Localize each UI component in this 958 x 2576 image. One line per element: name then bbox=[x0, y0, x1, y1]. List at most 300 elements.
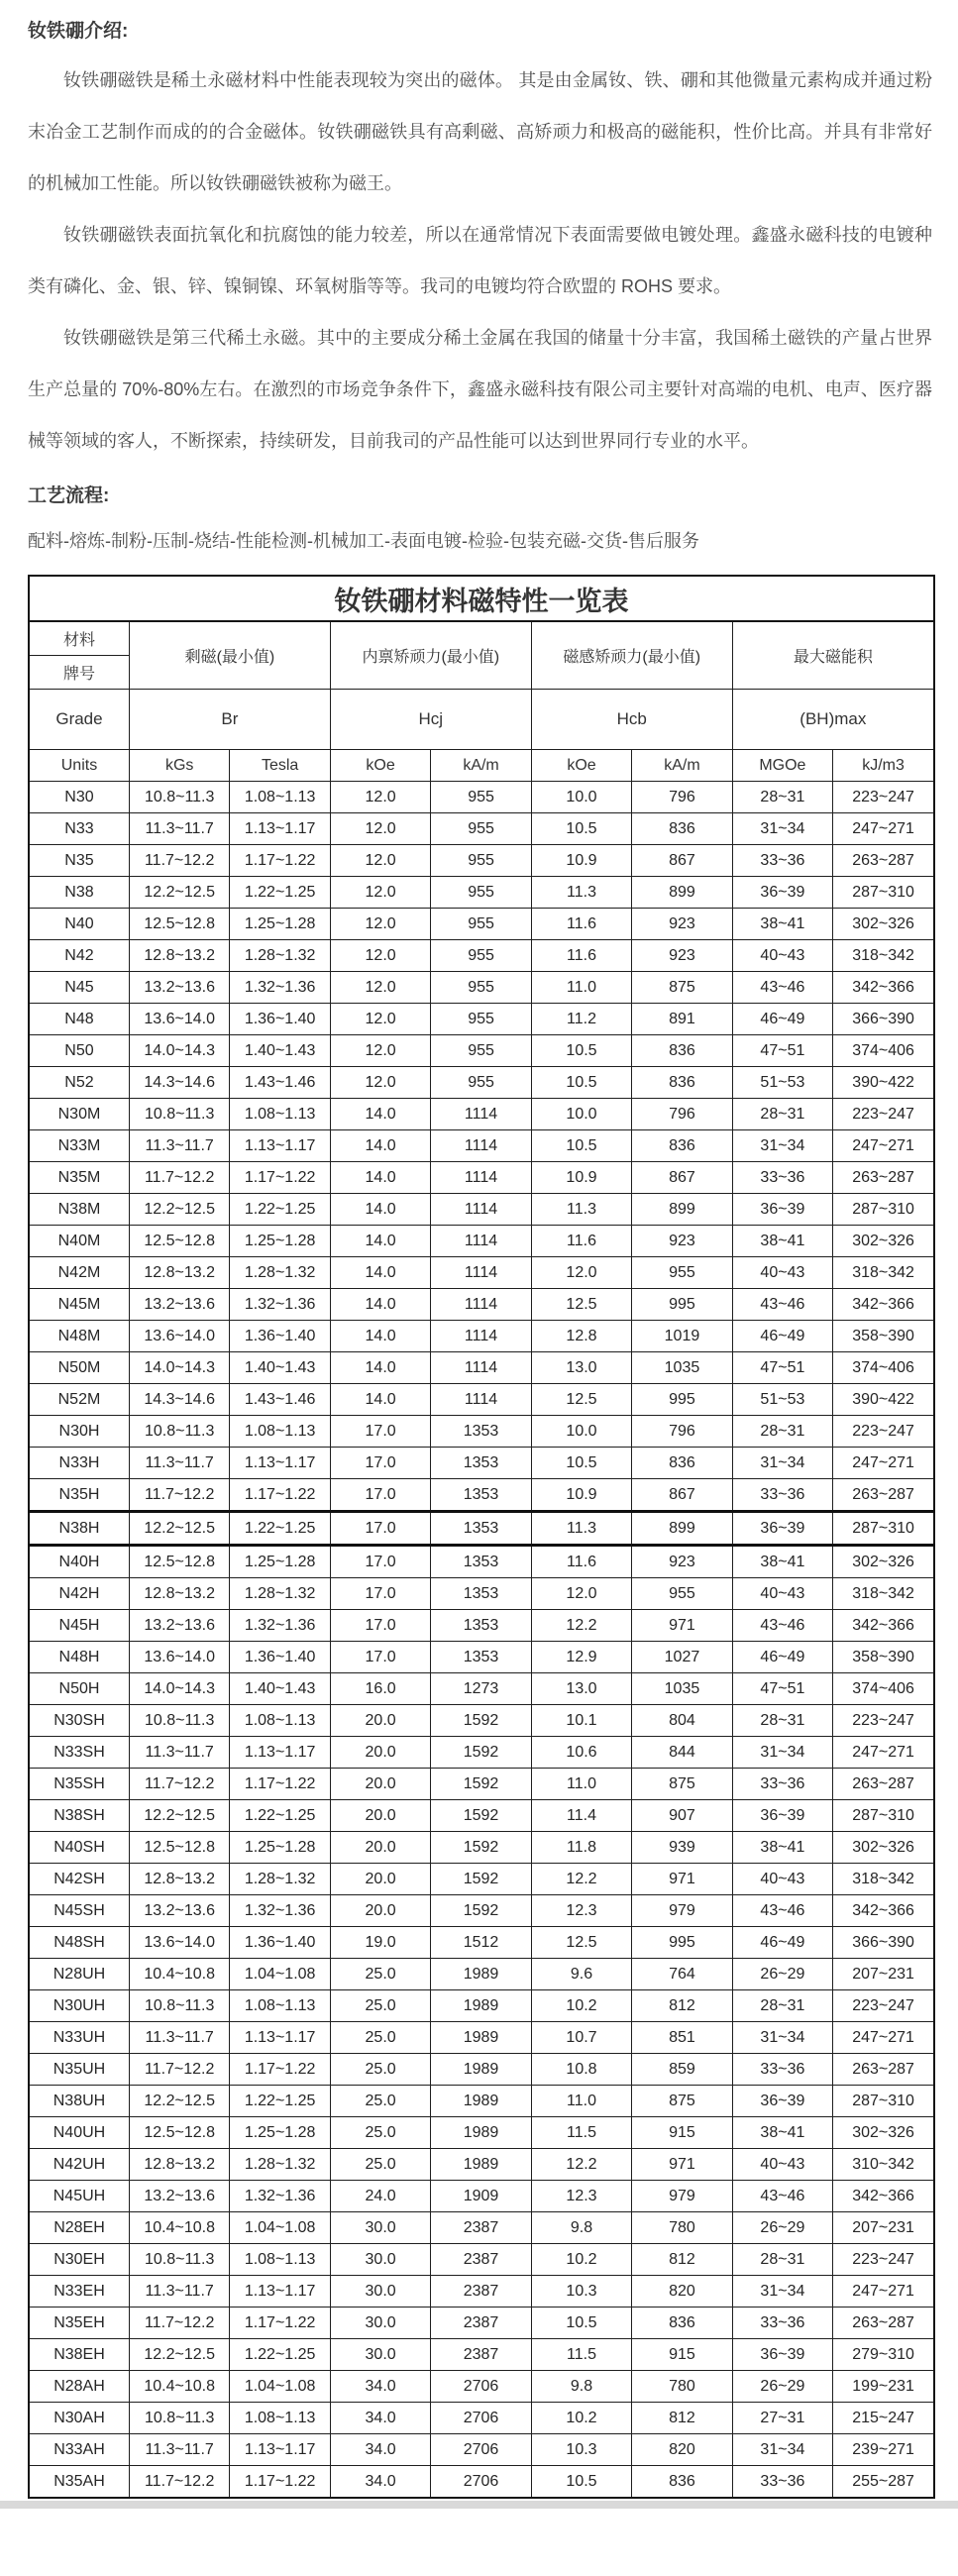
table-cell: 11.3 bbox=[531, 1194, 631, 1226]
table-cell: 955 bbox=[431, 845, 531, 877]
grade-cell: N52M bbox=[29, 1384, 129, 1416]
table-cell: 1989 bbox=[431, 1959, 531, 1990]
table-cell: 2706 bbox=[431, 2403, 531, 2434]
table-cell: 12.8 bbox=[531, 1321, 631, 1352]
table-cell: 17.0 bbox=[330, 1546, 430, 1578]
table-cell: 836 bbox=[632, 1448, 732, 1479]
table-cell: 17.0 bbox=[330, 1448, 430, 1479]
header-grade-label-cn: 牌号 bbox=[29, 656, 129, 690]
table-cell: 955 bbox=[431, 1004, 531, 1035]
table-title: 钕铁硼材料磁特性一览表 bbox=[29, 576, 934, 621]
unit-cell: kOe bbox=[531, 750, 631, 782]
table-cell: 11.7~12.2 bbox=[129, 2308, 229, 2339]
table-cell: 1989 bbox=[431, 2054, 531, 2086]
table-cell: 12.5~12.8 bbox=[129, 1832, 229, 1864]
table-cell: 31~34 bbox=[732, 1737, 832, 1769]
table-cell: 9.8 bbox=[531, 2371, 631, 2403]
grade-cell: N35AH bbox=[29, 2466, 129, 2499]
grade-cell: N33EH bbox=[29, 2276, 129, 2308]
table-cell: 25.0 bbox=[330, 1990, 430, 2022]
table-cell: 1.13~1.17 bbox=[230, 2434, 330, 2466]
table-cell: 14.0~14.3 bbox=[129, 1352, 229, 1384]
table-cell: 302~326 bbox=[833, 909, 934, 940]
grade-cell: N30SH bbox=[29, 1705, 129, 1737]
table-cell: 780 bbox=[632, 2212, 732, 2244]
table-cell: 1.08~1.13 bbox=[230, 1990, 330, 2022]
table-cell: 836 bbox=[632, 1035, 732, 1067]
table-cell: 1.32~1.36 bbox=[230, 2181, 330, 2212]
table-cell: 223~247 bbox=[833, 2244, 934, 2276]
table-cell: 1.08~1.13 bbox=[230, 1099, 330, 1130]
grade-cell: N30UH bbox=[29, 1990, 129, 2022]
table-cell: 10.9 bbox=[531, 845, 631, 877]
table-cell: 851 bbox=[632, 2022, 732, 2054]
table-cell: 10.0 bbox=[531, 782, 631, 813]
grade-cell: N35 bbox=[29, 845, 129, 877]
table-cell: 43~46 bbox=[732, 972, 832, 1004]
table-cell: 30.0 bbox=[330, 2276, 430, 2308]
table-cell: 1.17~1.22 bbox=[230, 845, 330, 877]
table-cell: 358~390 bbox=[833, 1321, 934, 1352]
table-row bbox=[29, 2022, 934, 2054]
table-cell: 17.0 bbox=[330, 1578, 430, 1610]
table-cell: 33~36 bbox=[732, 2054, 832, 2086]
table-cell: 12.8~13.2 bbox=[129, 1578, 229, 1610]
table-cell: 28~31 bbox=[732, 2244, 832, 2276]
table-cell: 374~406 bbox=[833, 1352, 934, 1384]
table-cell: 1.32~1.36 bbox=[230, 1289, 330, 1321]
grade-cell: N48H bbox=[29, 1642, 129, 1673]
table-cell: 207~231 bbox=[833, 1959, 934, 1990]
table-cell: 19.0 bbox=[330, 1927, 430, 1959]
grade-cell: N38H bbox=[29, 1512, 129, 1546]
table-cell: 12.5~12.8 bbox=[129, 2117, 229, 2149]
table-cell: 979 bbox=[632, 1895, 732, 1927]
table-cell: 2387 bbox=[431, 2212, 531, 2244]
table-cell: 12.2~12.5 bbox=[129, 2339, 229, 2371]
table-row bbox=[29, 1705, 934, 1737]
table-cell: 1114 bbox=[431, 1289, 531, 1321]
table-cell: 20.0 bbox=[330, 1864, 430, 1895]
table-cell: 318~342 bbox=[833, 940, 934, 972]
table-cell: 1592 bbox=[431, 1769, 531, 1800]
table-cell: 1909 bbox=[431, 2181, 531, 2212]
table-cell: 31~34 bbox=[732, 813, 832, 845]
table-cell: 12.0 bbox=[330, 845, 430, 877]
grade-cell: N40H bbox=[29, 1546, 129, 1578]
table-cell: 10.8~11.3 bbox=[129, 2244, 229, 2276]
table-cell: 1114 bbox=[431, 1162, 531, 1194]
table-cell: 1.04~1.08 bbox=[230, 2371, 330, 2403]
table-cell: 11.3~11.7 bbox=[129, 1737, 229, 1769]
table-row bbox=[29, 2149, 934, 2181]
table-cell: 26~29 bbox=[732, 2371, 832, 2403]
table-row bbox=[29, 2339, 934, 2371]
table-cell: 247~271 bbox=[833, 1448, 934, 1479]
table-cell: 2387 bbox=[431, 2339, 531, 2371]
table-cell: 1353 bbox=[431, 1448, 531, 1479]
table-cell: 796 bbox=[632, 1416, 732, 1448]
table-cell: 875 bbox=[632, 972, 732, 1004]
table-cell: 10.9 bbox=[531, 1162, 631, 1194]
table-cell: 1.17~1.22 bbox=[230, 1479, 330, 1512]
table-cell: 955 bbox=[431, 877, 531, 909]
table-row bbox=[29, 1321, 934, 1352]
grade-cell: N38SH bbox=[29, 1800, 129, 1832]
table-cell: 10.8~11.3 bbox=[129, 1990, 229, 2022]
table-cell: 2706 bbox=[431, 2434, 531, 2466]
table-row bbox=[29, 782, 934, 813]
table-row bbox=[29, 2212, 934, 2244]
table-row bbox=[29, 1895, 934, 1927]
table-cell: 25.0 bbox=[330, 2086, 430, 2117]
table-cell: 1.13~1.17 bbox=[230, 2276, 330, 2308]
table-cell: 2387 bbox=[431, 2308, 531, 2339]
table-cell: 955 bbox=[431, 782, 531, 813]
grade-cell: N33SH bbox=[29, 1737, 129, 1769]
table-cell: 1989 bbox=[431, 2086, 531, 2117]
table-row bbox=[29, 877, 934, 909]
table-cell: 1989 bbox=[431, 1990, 531, 2022]
table-row bbox=[29, 1769, 934, 1800]
table-row bbox=[29, 1927, 934, 1959]
process-heading: 工艺流程: bbox=[28, 485, 110, 506]
table-cell: 1592 bbox=[431, 1864, 531, 1895]
table-cell: 51~53 bbox=[732, 1384, 832, 1416]
table-cell: 374~406 bbox=[833, 1035, 934, 1067]
intro-paragraph-2: 钕铁硼磁铁表面抗氧化和抗腐蚀的能力较差，所以在通常情况下表面需要做电镀处理。鑫盛永磁科技的电镀种类有磷化、金、银、锌、镍铜镍、环氧树脂等等。我司的电镀均符合欧盟的 ROHS 要求。 bbox=[28, 225, 932, 296]
grade-cell: N28AH bbox=[29, 2371, 129, 2403]
table-cell: 199~231 bbox=[833, 2371, 934, 2403]
table-row bbox=[29, 1737, 934, 1769]
table-cell: 875 bbox=[632, 2086, 732, 2117]
table-cell: 10.4~10.8 bbox=[129, 2212, 229, 2244]
table-cell: 1353 bbox=[431, 1512, 531, 1546]
table-cell: 1.32~1.36 bbox=[230, 972, 330, 1004]
table-cell: 374~406 bbox=[833, 1673, 934, 1705]
table-cell: 12.5~12.8 bbox=[129, 909, 229, 940]
table-cell: 34.0 bbox=[330, 2403, 430, 2434]
grade-cell: N35H bbox=[29, 1479, 129, 1512]
grade-cell: N38UH bbox=[29, 2086, 129, 2117]
table-cell: 1353 bbox=[431, 1610, 531, 1642]
table-cell: 279~310 bbox=[833, 2339, 934, 2371]
table-cell: 1.22~1.25 bbox=[230, 1800, 330, 1832]
table-cell: 33~36 bbox=[732, 2466, 832, 2499]
unit-cell: kA/m bbox=[431, 750, 531, 782]
table-cell: 14.0 bbox=[330, 1162, 430, 1194]
table-cell: 26~29 bbox=[732, 2212, 832, 2244]
unit-cell: kOe bbox=[330, 750, 430, 782]
table-cell: 287~310 bbox=[833, 1194, 934, 1226]
table-cell: 10.8~11.3 bbox=[129, 1099, 229, 1130]
table-cell: 1.36~1.40 bbox=[230, 1004, 330, 1035]
table-cell: 10.0 bbox=[531, 1416, 631, 1448]
table-cell: 17.0 bbox=[330, 1610, 430, 1642]
table-cell: 36~39 bbox=[732, 2339, 832, 2371]
grade-cell: N40UH bbox=[29, 2117, 129, 2149]
table-cell: 287~310 bbox=[833, 1512, 934, 1546]
table-cell: 10.8~11.3 bbox=[129, 2403, 229, 2434]
table-cell: 31~34 bbox=[732, 1130, 832, 1162]
table-cell: 10.3 bbox=[531, 2276, 631, 2308]
table-cell: 14.0 bbox=[330, 1194, 430, 1226]
table-cell: 10.1 bbox=[531, 1705, 631, 1737]
table-cell: 11.3~11.7 bbox=[129, 1448, 229, 1479]
table-cell: 899 bbox=[632, 1194, 732, 1226]
table-cell: 302~326 bbox=[833, 1226, 934, 1257]
table-cell: 836 bbox=[632, 2466, 732, 2499]
table-cell: 836 bbox=[632, 1130, 732, 1162]
table-cell: 11.0 bbox=[531, 972, 631, 1004]
table-cell: 995 bbox=[632, 1289, 732, 1321]
table-row bbox=[29, 2244, 934, 2276]
table-cell: 1019 bbox=[632, 1321, 732, 1352]
table-cell: 12.2 bbox=[531, 2149, 631, 2181]
table-cell: 43~46 bbox=[732, 1895, 832, 1927]
table-cell: 955 bbox=[431, 1067, 531, 1099]
table-cell: 1.25~1.28 bbox=[230, 1546, 330, 1578]
table-row bbox=[29, 1990, 934, 2022]
table-cell: 10.5 bbox=[531, 1448, 631, 1479]
table-cell: 1.25~1.28 bbox=[230, 2117, 330, 2149]
header-symbol-hcj: Hcj bbox=[330, 690, 531, 750]
table-cell: 11.3~11.7 bbox=[129, 2276, 229, 2308]
table-cell: 875 bbox=[632, 1769, 732, 1800]
table-cell: 12.2 bbox=[531, 1610, 631, 1642]
table-cell: 10.4~10.8 bbox=[129, 1959, 229, 1990]
table-cell: 25.0 bbox=[330, 1959, 430, 1990]
table-cell: 1.36~1.40 bbox=[230, 1927, 330, 1959]
table-cell: 390~422 bbox=[833, 1067, 934, 1099]
table-cell: 51~53 bbox=[732, 1067, 832, 1099]
grade-cell: N30M bbox=[29, 1099, 129, 1130]
table-cell: 390~422 bbox=[833, 1384, 934, 1416]
table-cell: 1.43~1.46 bbox=[230, 1067, 330, 1099]
table-cell: 12.0 bbox=[330, 940, 430, 972]
table-cell: 1.13~1.17 bbox=[230, 1130, 330, 1162]
table-cell: 979 bbox=[632, 2181, 732, 2212]
table-cell: 1353 bbox=[431, 1642, 531, 1673]
table-cell: 287~310 bbox=[833, 1800, 934, 1832]
table-cell: 995 bbox=[632, 1384, 732, 1416]
table-title-row bbox=[29, 576, 934, 621]
table-cell: 10.0 bbox=[531, 1099, 631, 1130]
table-cell: 14.0 bbox=[330, 1226, 430, 1257]
table-row bbox=[29, 940, 934, 972]
table-cell: 1353 bbox=[431, 1416, 531, 1448]
table-cell: 13.2~13.6 bbox=[129, 1289, 229, 1321]
grade-cell: N38M bbox=[29, 1194, 129, 1226]
table-cell: 11.6 bbox=[531, 1546, 631, 1578]
table-cell: 10.7 bbox=[531, 2022, 631, 2054]
table-cell: 255~287 bbox=[833, 2466, 934, 2499]
table-cell: 263~287 bbox=[833, 845, 934, 877]
table-cell: 40~43 bbox=[732, 1578, 832, 1610]
table-cell: 366~390 bbox=[833, 1004, 934, 1035]
table-cell: 36~39 bbox=[732, 1800, 832, 1832]
table-cell: 223~247 bbox=[833, 1416, 934, 1448]
table-cell: 955 bbox=[431, 813, 531, 845]
table-cell: 1989 bbox=[431, 2149, 531, 2181]
table-row bbox=[29, 1384, 934, 1416]
table-cell: 1.17~1.22 bbox=[230, 2308, 330, 2339]
table-cell: 1.32~1.36 bbox=[230, 1895, 330, 1927]
table-cell: 1.17~1.22 bbox=[230, 1162, 330, 1194]
table-cell: 955 bbox=[431, 940, 531, 972]
magnet-properties-table bbox=[28, 575, 935, 2499]
table-cell: 247~271 bbox=[833, 1130, 934, 1162]
table-cell: 971 bbox=[632, 1610, 732, 1642]
table-cell: 14.0~14.3 bbox=[129, 1673, 229, 1705]
table-cell: 14.0 bbox=[330, 1130, 430, 1162]
table-cell: 1114 bbox=[431, 1226, 531, 1257]
table-cell: 12.3 bbox=[531, 1895, 631, 1927]
table-row bbox=[29, 1479, 934, 1512]
header-group-br: 剩磁(最小值) bbox=[129, 621, 330, 690]
table-cell: 12.0 bbox=[330, 909, 430, 940]
grade-cell: N42H bbox=[29, 1578, 129, 1610]
table-cell: 11.3~11.7 bbox=[129, 2434, 229, 2466]
table-cell: 34.0 bbox=[330, 2466, 430, 2499]
table-cell: 318~342 bbox=[833, 1578, 934, 1610]
table-cell: 28~31 bbox=[732, 1099, 832, 1130]
table-cell: 13.0 bbox=[531, 1673, 631, 1705]
table-cell: 247~271 bbox=[833, 813, 934, 845]
table-cell: 780 bbox=[632, 2371, 732, 2403]
table-cell: 2706 bbox=[431, 2466, 531, 2499]
table-cell: 36~39 bbox=[732, 1512, 832, 1546]
table-cell: 12.8~13.2 bbox=[129, 1257, 229, 1289]
table-cell: 10.4~10.8 bbox=[129, 2371, 229, 2403]
grade-cell: N30EH bbox=[29, 2244, 129, 2276]
grade-cell: N48SH bbox=[29, 1927, 129, 1959]
table-cell: 28~31 bbox=[732, 782, 832, 813]
table-cell: 764 bbox=[632, 1959, 732, 1990]
grade-cell: N33 bbox=[29, 813, 129, 845]
table-row bbox=[29, 1099, 934, 1130]
unit-cell: kGs bbox=[129, 750, 229, 782]
grade-cell: N35SH bbox=[29, 1769, 129, 1800]
table-row bbox=[29, 1067, 934, 1099]
table-cell: 28~31 bbox=[732, 1990, 832, 2022]
table-cell: 955 bbox=[431, 1035, 531, 1067]
table-cell: 358~390 bbox=[833, 1642, 934, 1673]
table-cell: 33~36 bbox=[732, 1769, 832, 1800]
table-cell: 1.28~1.32 bbox=[230, 1864, 330, 1895]
table-cell: 36~39 bbox=[732, 877, 832, 909]
table-cell: 10.9 bbox=[531, 1479, 631, 1512]
table-cell: 14.0 bbox=[330, 1099, 430, 1130]
table-row bbox=[29, 1832, 934, 1864]
grade-cell: N50H bbox=[29, 1673, 129, 1705]
table-row bbox=[29, 1226, 934, 1257]
table-row bbox=[29, 1130, 934, 1162]
table-cell: 40~43 bbox=[732, 2149, 832, 2181]
table-cell: 342~366 bbox=[833, 2181, 934, 2212]
grade-cell: N38 bbox=[29, 877, 129, 909]
table-cell: 34.0 bbox=[330, 2371, 430, 2403]
table-row bbox=[29, 1642, 934, 1673]
table-cell: 223~247 bbox=[833, 782, 934, 813]
table-cell: 14.3~14.6 bbox=[129, 1384, 229, 1416]
grade-cell: N50M bbox=[29, 1352, 129, 1384]
table-cell: 796 bbox=[632, 782, 732, 813]
table-cell: 1989 bbox=[431, 2022, 531, 2054]
table-cell: 12.3 bbox=[531, 2181, 631, 2212]
table-cell: 923 bbox=[632, 909, 732, 940]
grade-cell: N48 bbox=[29, 1004, 129, 1035]
table-row bbox=[29, 1959, 934, 1990]
grade-cell: N33M bbox=[29, 1130, 129, 1162]
table-cell: 1.08~1.13 bbox=[230, 2244, 330, 2276]
table-cell: 11.6 bbox=[531, 1226, 631, 1257]
header-group-bhmax: 最大磁能积 bbox=[732, 621, 934, 690]
table-cell: 1114 bbox=[431, 1321, 531, 1352]
table-cell: 1.17~1.22 bbox=[230, 1769, 330, 1800]
table-cell: 302~326 bbox=[833, 1832, 934, 1864]
grade-cell: N30H bbox=[29, 1416, 129, 1448]
table-cell: 812 bbox=[632, 1990, 732, 2022]
table-cell: 287~310 bbox=[833, 877, 934, 909]
header-symbol-bhmax: (BH)max bbox=[732, 690, 934, 750]
table-cell: 25.0 bbox=[330, 2117, 430, 2149]
table-cell: 1.04~1.08 bbox=[230, 2212, 330, 2244]
table-cell: 11.5 bbox=[531, 2339, 631, 2371]
table-row bbox=[29, 1035, 934, 1067]
table-cell: 10.5 bbox=[531, 2466, 631, 2499]
table-cell: 10.5 bbox=[531, 813, 631, 845]
table-cell: 13.2~13.6 bbox=[129, 2181, 229, 2212]
table-cell: 1.28~1.32 bbox=[230, 2149, 330, 2181]
table-cell: 1.40~1.43 bbox=[230, 1035, 330, 1067]
grade-cell: N40 bbox=[29, 909, 129, 940]
grade-cell: N33H bbox=[29, 1448, 129, 1479]
table-cell: 11.7~12.2 bbox=[129, 1162, 229, 1194]
table-cell: 1989 bbox=[431, 2117, 531, 2149]
table-cell: 34.0 bbox=[330, 2434, 430, 2466]
grade-cell: N52 bbox=[29, 1067, 129, 1099]
table-cell: 13.6~14.0 bbox=[129, 1321, 229, 1352]
table-cell: 1.36~1.40 bbox=[230, 1321, 330, 1352]
intro-paragraph-1: 钕铁硼磁铁是稀土永磁材料中性能表现较为突出的磁体。 其是由金属钕、铁、硼和其他微量元素构成并通过粉末冶金工艺制作而成的的合金磁体。钕铁硼磁铁具有高剩磁、高矫顽力和极高的磁能积，性价比高。并具有非常好的机械加工性能。所以钕铁硼磁铁被称为磁王。 bbox=[28, 70, 932, 193]
table-cell: 2706 bbox=[431, 2371, 531, 2403]
table-cell: 30.0 bbox=[330, 2308, 430, 2339]
table-cell: 12.2~12.5 bbox=[129, 2086, 229, 2117]
table-cell: 20.0 bbox=[330, 1705, 430, 1737]
table-cell: 20.0 bbox=[330, 1800, 430, 1832]
table-cell: 27~31 bbox=[732, 2403, 832, 2434]
table-row bbox=[29, 2466, 934, 2499]
table-cell: 13.6~14.0 bbox=[129, 1004, 229, 1035]
table-cell: 13.6~14.0 bbox=[129, 1642, 229, 1673]
table-cell: 10.2 bbox=[531, 1990, 631, 2022]
table-cell: 804 bbox=[632, 1705, 732, 1737]
table-cell: 31~34 bbox=[732, 2022, 832, 2054]
table-cell: 30.0 bbox=[330, 2212, 430, 2244]
grade-cell: N45M bbox=[29, 1289, 129, 1321]
table-cell: 207~231 bbox=[833, 2212, 934, 2244]
intro-paragraph-3: 钕铁硼磁铁是第三代稀土永磁。其中的主要成分稀土金属在我国的储量十分丰富，我国稀土磁铁的产量占世界生产总量的 70%-80%左右。在激烈的市场竞争条件下，鑫盛永磁科技有限公司主要针对高端的电机、电声、医疗器械等领域的客人，不断探索，持续研发，目前我司的产品性能可以达到世界同行专业的水平。 bbox=[28, 328, 932, 451]
units-row bbox=[29, 750, 934, 782]
table-cell: 16.0 bbox=[330, 1673, 430, 1705]
table-cell: 20.0 bbox=[330, 1895, 430, 1927]
table-cell: 33~36 bbox=[732, 1162, 832, 1194]
table-cell: 31~34 bbox=[732, 2276, 832, 2308]
table-cell: 11.3 bbox=[531, 877, 631, 909]
grade-cell: N48M bbox=[29, 1321, 129, 1352]
table-cell: 1.22~1.25 bbox=[230, 1512, 330, 1546]
